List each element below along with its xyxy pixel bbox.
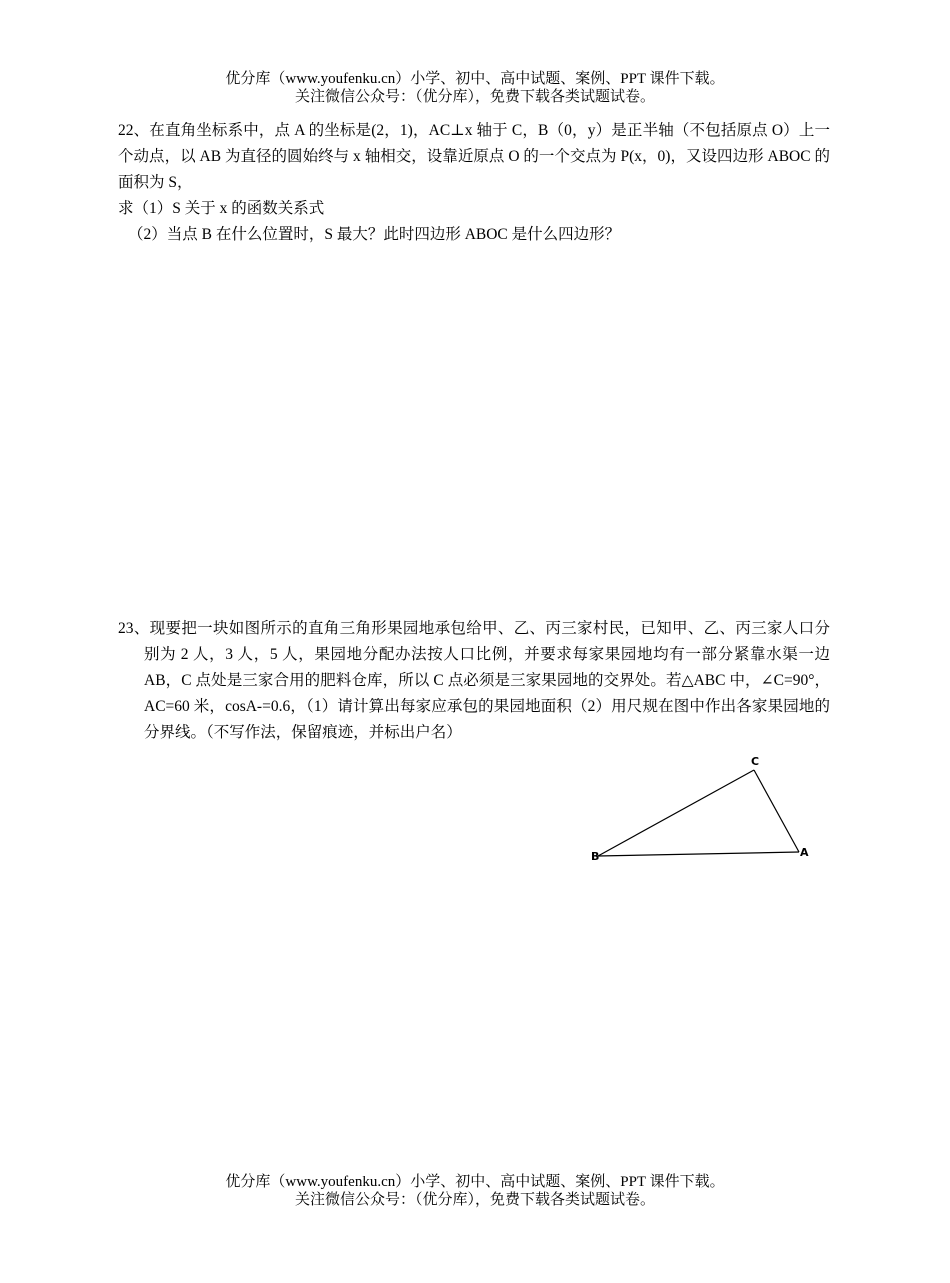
side-ab	[598, 852, 799, 856]
page-header	[0, 70, 950, 106]
question-22-part-2: （2）当点 B 在什么位置时，S 最大？此时四边形 ABOC 是什么四边形？	[128, 226, 621, 243]
question-22-stem: 22、在直角坐标系中，点 A 的坐标是(2，1)，AC⊥x 轴于 C，B（0，y）是正半轴（不包括原点 O）上一个动点，以 AB 为直径的圆始终与 x 轴相交，设靠近原点 O 的一个交点为 P(x，0)，又设四边形 ABOC 的面积为 S，	[118, 122, 830, 191]
footer-line-2: 关注微信公众号：（优分库），免费下载各类试题试卷。	[294, 1192, 655, 1208]
vertex-label-c: C	[751, 755, 760, 768]
header-line-1: 优分库（www.youfenku.cn）小学、初中、高中试题、案例、PPT 课件下载。	[225, 71, 725, 87]
page-footer	[0, 1173, 950, 1209]
vertex-label-b: B	[591, 850, 600, 863]
question-23-text: 23、现要把一块如图所示的直角三角形果园地承包给甲、乙、丙三家村民，已知甲、乙、丙三家人口分别为 2 人，3 人，5 人，果园地分配办法按人口比例，并要求每家果园地均有一部分紧靠水渠一边 AB，C 点处是三家合用的肥料仓库，所以 C 点必须是三家果园地的交界处。若△ABC 中，∠C=90°，AC=60 米，cosA-=0.6，（1）请计算出每家应承包的果园地面积（2）用尺规在图中作出各家果园地的分界线。（不写作法，保留痕迹，并标出户名）	[118, 620, 830, 741]
triangle-abc-figure	[586, 752, 812, 866]
question-23	[118, 616, 830, 746]
side-ca	[754, 770, 799, 852]
question-22-part-1: 求（1）S 关于 x 的函数关系式	[118, 200, 325, 217]
footer-line-1: 优分库（www.youfenku.cn）小学、初中、高中试题、案例、PPT 课件下载。	[225, 1174, 725, 1190]
question-22	[118, 118, 830, 248]
side-bc	[598, 770, 754, 856]
vertex-label-a: A	[800, 846, 809, 859]
header-line-2: 关注微信公众号：（优分库），免费下载各类试题试卷。	[294, 89, 655, 105]
